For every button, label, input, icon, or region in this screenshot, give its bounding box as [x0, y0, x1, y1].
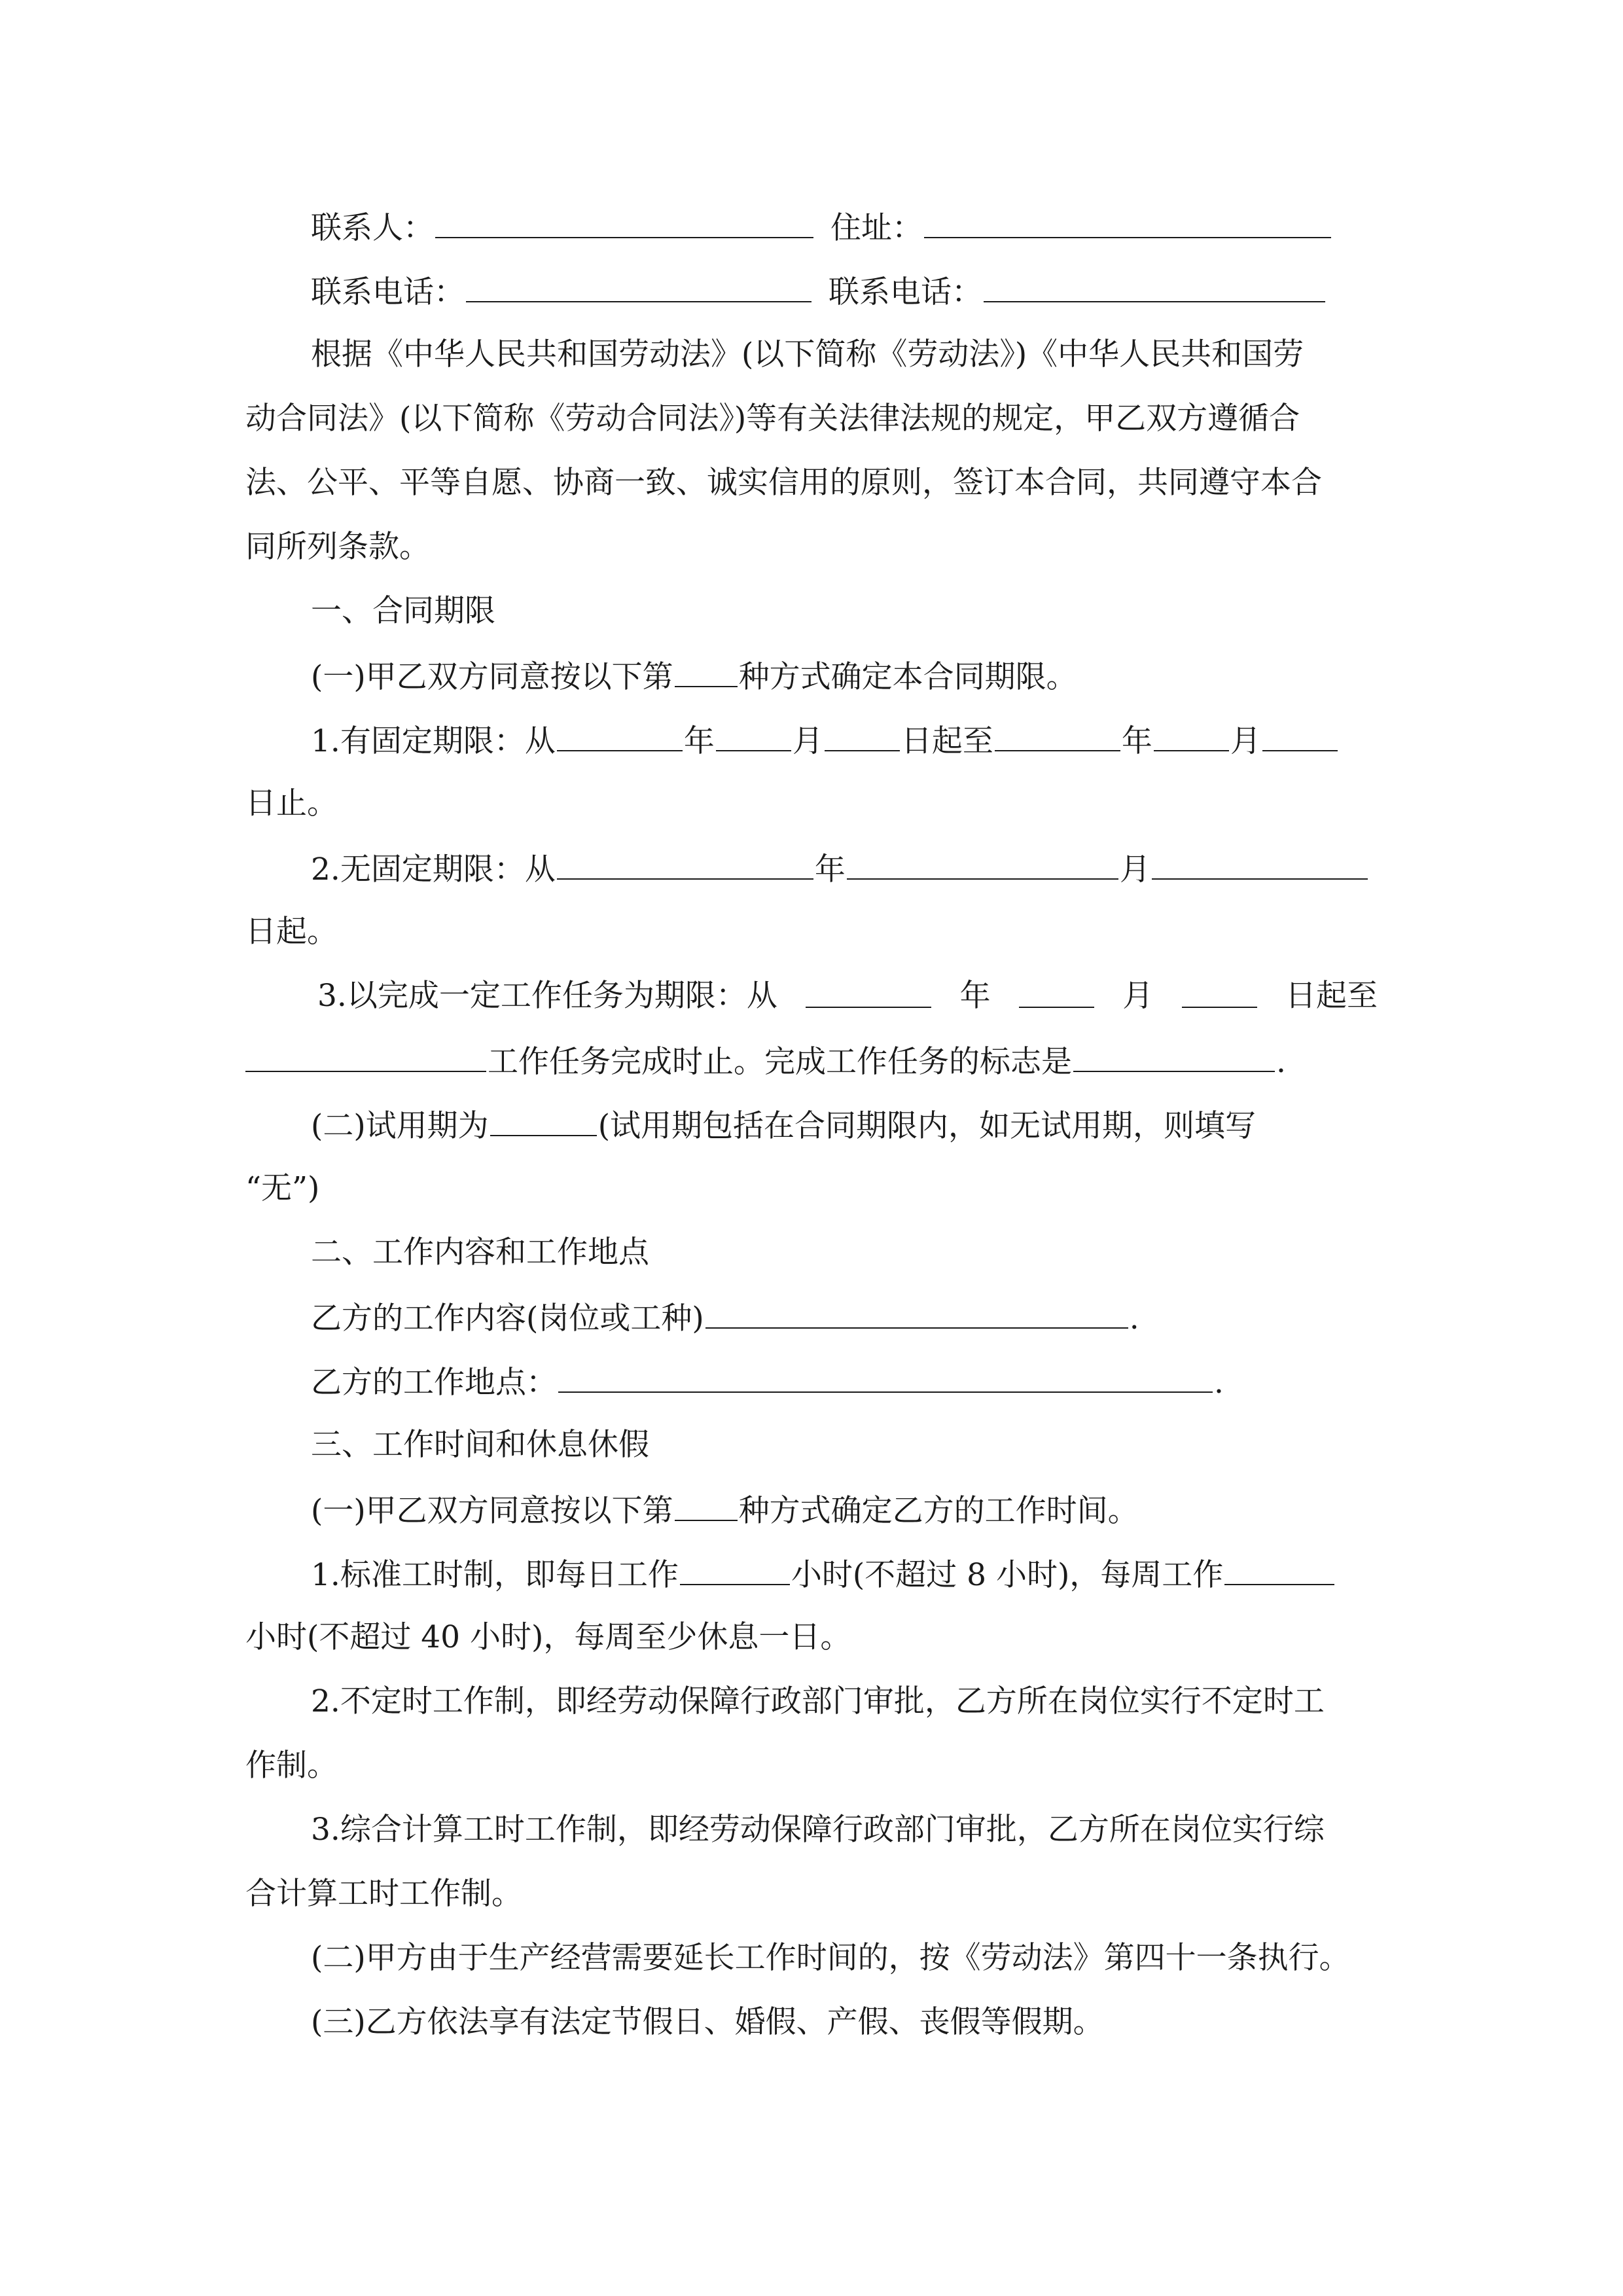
phone-blank-a[interactable]: [466, 275, 812, 302]
standard-hours-pre: 1.标准工时制，即每日工作: [311, 1557, 679, 1593]
standard-hours-mid: 小时(不超过 8 小时)，每周工作: [791, 1557, 1224, 1593]
comprehensive-hours-line-2: 合计算工时工作制。: [245, 1876, 522, 1912]
contact-row-1: [245, 210, 1378, 246]
intro-line-4: 同所列条款。: [245, 529, 430, 565]
fixed-end-year-label: 年: [1121, 723, 1152, 759]
fixed-term-pre: 1.有固定期限：从: [311, 723, 556, 759]
fixed-start-year-blank[interactable]: [557, 724, 683, 751]
contact-row-2: [245, 275, 1378, 308]
intro-line-1: 根据《中华人民共和国劳动法》(以下简称《劳动法》)《中华人民共和国劳: [311, 336, 1304, 372]
section1-method-line: [245, 659, 1378, 695]
section3-method-pre: (一)甲乙双方同意按以下第: [311, 1493, 673, 1529]
task-period: .: [1276, 1044, 1286, 1080]
section3-method-line: [245, 1493, 1378, 1529]
task-marker-blank[interactable]: [1073, 1045, 1275, 1072]
phone-label-a: 联系电话：: [311, 274, 465, 310]
task-month-label: 月: [1122, 978, 1154, 1014]
open-year-label: 年: [814, 852, 846, 888]
section2-heading: 二、工作内容和工作地点: [311, 1234, 649, 1270]
fixed-start-to-label: 日起至: [901, 723, 993, 759]
fixed-end-year-blank[interactable]: [995, 724, 1120, 751]
standard-hours-line: [245, 1557, 1378, 1593]
section3-method-post: 种方式确定乙方的工作时间。: [738, 1493, 1139, 1529]
address-label: 住址：: [830, 210, 923, 246]
fixed-term-end: 日止。: [245, 785, 338, 821]
fixed-end-day-blank[interactable]: [1262, 724, 1338, 751]
standard-hours-line-2: 小时(不超过 40 小时)，每周至少休息一日。: [245, 1619, 851, 1655]
work-place-label: 乙方的工作地点：: [311, 1365, 557, 1401]
section1-method-blank[interactable]: [675, 660, 738, 687]
probation-blank[interactable]: [490, 1109, 597, 1136]
work-content-dot: .: [1129, 1300, 1139, 1336]
fixed-start-year-label: 年: [683, 723, 715, 759]
flex-hours-line-1: 2.不定时工作制，即经劳动保障行政部门审批，乙方所在岗位实行不定时工: [311, 1683, 1325, 1719]
task-term-line: [245, 978, 1378, 1014]
open-term-pre: 2.无固定期限：从: [311, 852, 556, 888]
open-month-blank[interactable]: [847, 852, 1118, 880]
flex-hours-line-2: 作制。: [245, 1748, 338, 1784]
intro-line-3: 法、公平、平等自愿、协商一致、诚实信用的原则，签订本合同，共同遵守本合: [245, 465, 1322, 501]
weekly-hours-blank[interactable]: [1224, 1558, 1334, 1585]
open-month-label: 月: [1119, 852, 1150, 888]
comprehensive-hours-line-1: 3.综合计算工时工作制，即经劳动保障行政部门审批，乙方所在岗位实行综: [311, 1812, 1325, 1848]
work-place-dot: .: [1214, 1365, 1224, 1401]
task-blank[interactable]: [245, 1045, 486, 1072]
open-day-blank[interactable]: [1152, 852, 1368, 880]
contact-person-blank[interactable]: [435, 211, 813, 238]
fixed-start-month-blank[interactable]: [716, 724, 791, 751]
open-term-end: 日起。: [245, 914, 338, 950]
task-year-label: 年: [959, 978, 991, 1014]
probation-end: “无”): [245, 1170, 320, 1206]
probation-post: (试用期包括在合同期限内，如无试用期，则填写: [597, 1108, 1257, 1144]
task-year-blank[interactable]: [806, 980, 931, 1008]
task-term-line-2: [245, 1044, 1378, 1080]
probation-line: [245, 1108, 1378, 1144]
fixed-term-line: [245, 724, 1378, 757]
contact-person-label: 联系人：: [311, 210, 434, 246]
work-content-blank[interactable]: [705, 1301, 1128, 1329]
fixed-end-month-blank[interactable]: [1154, 724, 1229, 751]
section3-heading: 三、工作时间和休息休假: [311, 1427, 649, 1463]
work-content-line: [245, 1301, 1378, 1334]
work-place-blank[interactable]: [558, 1365, 1213, 1393]
fixed-end-month-label: 月: [1230, 723, 1261, 759]
work-content-label: 乙方的工作内容(岗位或工种): [311, 1300, 704, 1336]
task-month-blank[interactable]: [1019, 980, 1094, 1008]
fixed-start-day-blank[interactable]: [825, 724, 900, 751]
section1-heading: 一、合同期限: [311, 593, 495, 629]
task-day-blank[interactable]: [1182, 980, 1257, 1008]
work-place-line: [245, 1365, 1378, 1401]
fixed-start-month-label: 月: [792, 723, 823, 759]
overtime-clause: (二)甲方由于生产经营需要延长工作时间的，按《劳动法》第四十一条执行。: [311, 1940, 1350, 1976]
address-blank[interactable]: [924, 211, 1331, 238]
task-start-to-label: 日起至: [1285, 978, 1378, 1014]
section1-method-post: 种方式确定本合同期限。: [738, 659, 1077, 695]
task-term-pre: 3.以完成一定工作任务为期限：从: [317, 978, 777, 1014]
section3-method-blank[interactable]: [675, 1494, 738, 1521]
phone-label-b: 联系电话：: [829, 274, 982, 310]
probation-pre: (二)试用期为: [311, 1108, 489, 1144]
open-term-line: [245, 852, 1378, 888]
task-completion-text: 工作任务完成时止。完成工作任务的标志是: [488, 1044, 1072, 1080]
section1-method-pre: (一)甲乙双方同意按以下第: [311, 659, 673, 695]
phone-blank-b[interactable]: [984, 275, 1325, 302]
daily-hours-blank[interactable]: [680, 1558, 790, 1585]
holidays-clause: (三)乙方依法享有法定节假日、婚假、产假、丧假等假期。: [311, 2004, 1104, 2040]
intro-line-2: 动合同法》(以下简称《劳动合同法》)等有关法律法规的规定，甲乙双方遵循合: [245, 401, 1300, 437]
open-year-blank[interactable]: [557, 852, 813, 880]
